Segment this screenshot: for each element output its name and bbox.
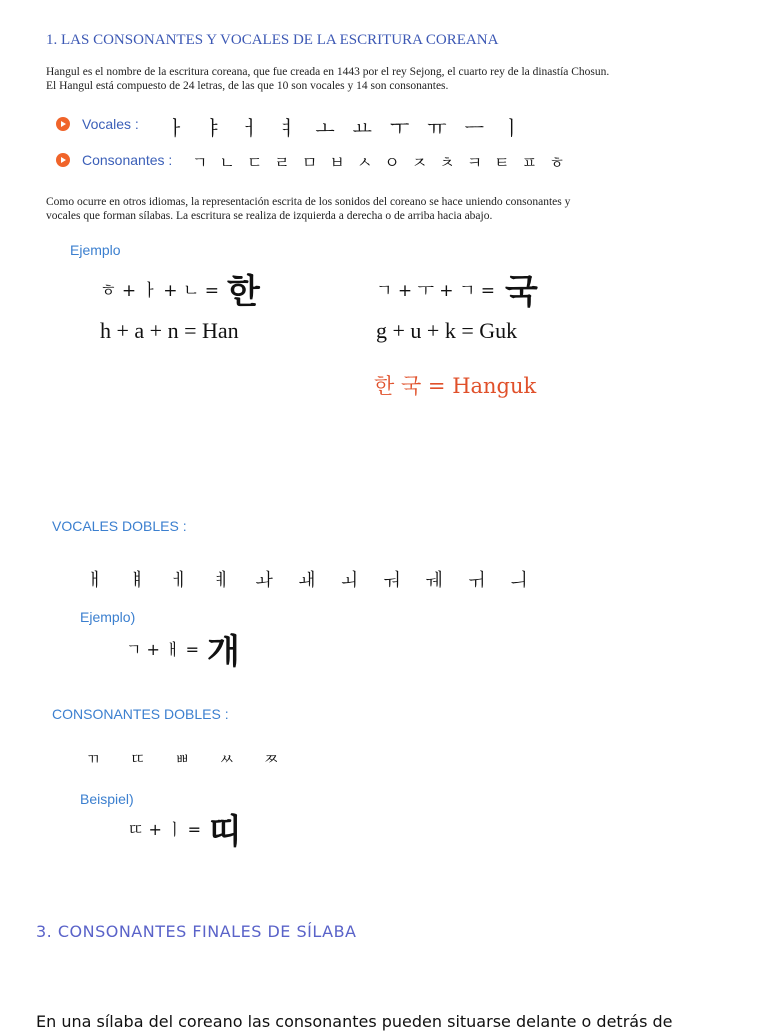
consonantes-list (192, 150, 565, 173)
consonante-letter: ㄷ (246, 153, 263, 172)
guk-jamo-equation (376, 264, 538, 313)
vocal-doble-letter: ㅔ (170, 570, 189, 591)
consonante-letter: ㄹ (274, 153, 290, 172)
vocal-doble-letter: ㅚ (340, 570, 358, 591)
vocales-list (166, 112, 521, 141)
vocal-letter: ㅡ (464, 116, 484, 140)
consonantes-row (56, 152, 172, 170)
vocal-letter: ㅜ (389, 116, 410, 140)
consonante-letter: ㅈ (411, 153, 428, 172)
consonante-letter: ㅍ (521, 153, 538, 172)
consonante-letter: ㅂ (329, 153, 345, 172)
hanguk-result: 한 국 = Hanguk (374, 374, 537, 398)
tti-equation (128, 804, 242, 853)
section-3-heading: 3. CONSONANTES FINALES DE SÍLABA (36, 922, 357, 941)
consonante-doble-letter: ㄸ (130, 750, 145, 768)
vocal-letter: ㅗ (315, 116, 335, 140)
consonante-letter: ㅌ (494, 153, 510, 172)
han-latin: h + a + n = Han (100, 318, 239, 343)
vocales-dobles-heading: VOCALES DOBLES : (52, 518, 187, 534)
tti-jamo: ㄸ + ㅣ = (128, 820, 201, 839)
han-jamo: ㅎ + ㅏ + ㄴ = (100, 281, 220, 301)
vocal-letter: ㅠ (427, 116, 447, 140)
vocal-letter: ㅏ (166, 116, 186, 140)
consonante-letter: ㄱ (192, 153, 208, 172)
vocal-doble-letter: ㅐ (86, 570, 104, 591)
gae-syllable: 개 (206, 632, 240, 672)
gae-jamo: ㄱ + ㅐ = (126, 640, 199, 659)
vocal-doble-letter: ㅞ (425, 570, 443, 591)
vocal-doble-letter: ㅝ (382, 570, 401, 591)
guk-jamo: ㄱ + ㅜ + ㄱ = (376, 281, 496, 301)
vocal-doble-letter: ㅘ (255, 570, 273, 591)
consonante-letter: ㅊ (439, 153, 455, 172)
vocal-doble-letter: ㅖ (213, 570, 231, 591)
consonante-doble-letter: ㄲ (86, 750, 101, 768)
consonantes-dobles-heading: CONSONANTES DOBLES : (52, 706, 229, 722)
play-icon (56, 117, 70, 131)
consonantes-dobles-list (86, 748, 279, 769)
bottom-paragraph: En una sílaba del coreano las consonantes pueden situarse delante o detrás de (36, 1012, 673, 1031)
intro-line-2: El Hangul está compuesto de 24 letras, de las que 10 son vocales y 14 son consonantes. (46, 80, 449, 92)
consonante-letter: ㄴ (219, 153, 235, 172)
guk-syllable: 국 (505, 272, 538, 312)
consonante-doble-letter: ㅉ (264, 750, 279, 768)
vocal-letter: ㅑ (203, 116, 223, 140)
consonante-letter: ㅅ (356, 153, 373, 172)
vocales-dobles-example-label: Ejemplo) (80, 609, 136, 625)
consonantes-label: Consonantes : (82, 152, 173, 168)
vocal-letter: ㅓ (240, 116, 260, 140)
tti-syllable: 띠 (208, 812, 242, 852)
consonante-letter: ㅁ (301, 153, 318, 172)
example-label: Ejemplo (70, 242, 121, 258)
consonante-letter: ㅋ (466, 153, 483, 172)
play-icon (56, 153, 70, 167)
vocal-letter: ㅛ (352, 116, 372, 140)
consonante-letter: ㅇ (384, 153, 400, 172)
vocal-doble-letter: ㅢ (509, 570, 528, 591)
vocal-doble-letter: ㅙ (297, 570, 316, 591)
intro-line-1: Hangul es el nombre de la escritura coreana, que fue creada en 1443 por el rey Sejong, el cuarto rey de la dinastía Chosun. (46, 66, 610, 78)
han-jamo-equation (100, 264, 260, 313)
vocales-dobles-list (86, 566, 527, 592)
page-title: 1. LAS CONSONANTES Y VOCALES DE LA ESCRITURA COREANA (46, 32, 499, 48)
vocales-label: Vocales : (82, 116, 139, 132)
gae-equation (126, 624, 240, 673)
consonante-letter: ㅎ (549, 153, 565, 172)
vocales-row (56, 116, 139, 134)
consonantes-dobles-example-label: Beispiel) (80, 791, 134, 807)
explanation-line-2: vocales que forman sílabas. La escritura se realiza de izquierda a derecha o de arriba hacia abajo. (46, 210, 493, 222)
vocal-doble-letter: ㅒ (128, 570, 146, 591)
vocal-letter: ㅣ (501, 116, 522, 140)
consonante-doble-letter: ㅃ (175, 750, 190, 768)
vocal-doble-letter: ㅟ (467, 570, 485, 591)
explanation-line-1: Como ocurre en otros idiomas, la representación escrita de los sonidos del coreano se hace uniendo consonantes y (46, 196, 571, 208)
han-syllable: 한 (227, 272, 260, 312)
guk-latin: g + u + k = Guk (376, 318, 518, 343)
consonante-doble-letter: ㅆ (219, 750, 234, 768)
vocal-letter: ㅕ (277, 116, 298, 140)
